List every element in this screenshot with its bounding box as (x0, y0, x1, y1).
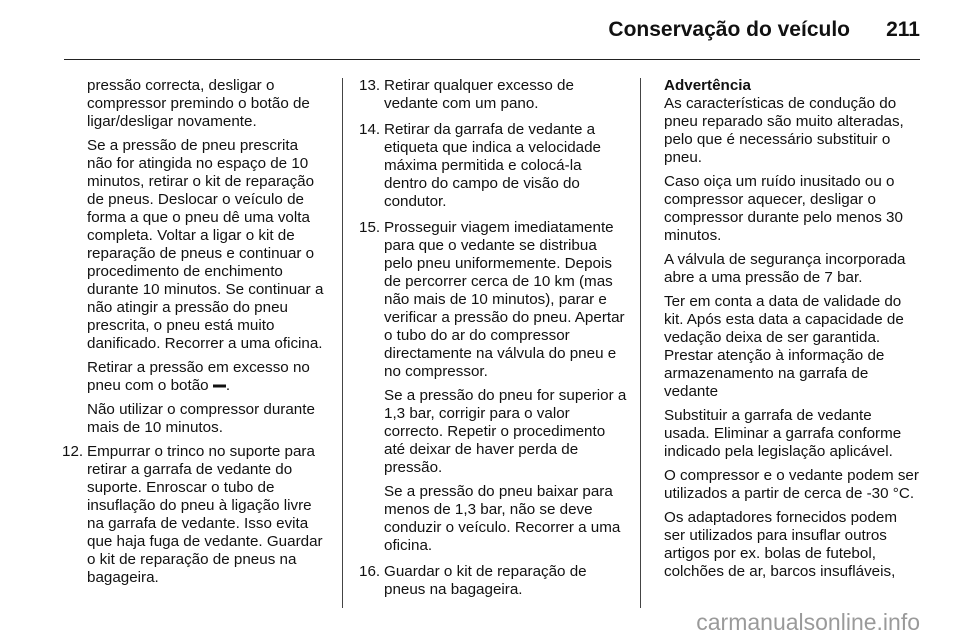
list-item-text: Prosseguir viagem imediatamente para que o vedante se distribua pelo pneu uniformemente. Depois de percorrer cerca de 10 km (mas não mais de 10 minutos), parar e verificar a pressão do pneu. Apertar o tubo do ar do compressor directamente na válvula do pneu e no compressor. (384, 219, 625, 380)
page-number: 211 (886, 18, 920, 41)
column-middle (359, 77, 627, 607)
list-item (359, 563, 627, 599)
paragraph-text: Retirar a pressão em excesso no pneu com o botão (87, 359, 310, 394)
list-item-number: 14. (359, 121, 381, 138)
list-item (359, 121, 627, 211)
list-item-text: Retirar qualquer excesso de vedante com um pano. (384, 77, 574, 112)
paragraph: pressão correcta, desligar o compressor premindo o botão de ligar/desligar novamente. (87, 77, 310, 130)
warning-box (664, 77, 920, 167)
column-divider (342, 78, 343, 608)
warning-text: As características de condução do pneu reparado são muito alteradas, pelo que é necessário substituir o pneu. (664, 95, 904, 166)
watermark: carmanualsonline.info (696, 609, 920, 635)
column-left (62, 77, 327, 595)
paragraph: A válvula de segurança incorporada abre a uma pressão de 7 bar. (664, 251, 906, 286)
list-item-number: 15. (359, 219, 381, 236)
paragraph: Se a pressão de pneu prescrita não for atingida no espaço de 10 minutos, retirar o kit de reparação de pneus. Deslocar o veículo de forma a que o pneu dê uma volta completa. Voltar a ligar o kit de reparação de pneus e continuar o procedimento de enchimento durante 10 minutos. Se continuar a não atingir a pressão do pneu prescrita, o pneu está muito danificado. Recorrer a uma oficina. (87, 137, 324, 352)
list-item-subparagraph: Se a pressão do pneu baixar para menos de 1,3 bar, não se deve conduzir o veículo. Recorrer a uma oficina. (384, 483, 621, 554)
paragraph: Caso oiça um ruído inusitado ou o compressor aquecer, desligar o compressor durante pelo menos 30 minutos. (664, 173, 903, 244)
warning-title: Advertência (664, 77, 751, 94)
list-item-number: 13. (359, 77, 381, 94)
list-item-number: 12. (62, 443, 84, 460)
column-divider (640, 78, 641, 608)
paragraph: Substituir a garrafa de vedante usada. Eliminar a garrafa conforme indicado pela legislação aplicável. (664, 407, 902, 460)
list-item-text: Empurrar o trinco no suporte para retirar a garrafa de vedante do suporte. Enroscar o tubo de insuflação do pneu à ligação livre na garrafa de vedante. Isso evita que haja fuga de vedante. Guardar o kit de reparação de pneus na bagageira. (87, 443, 323, 586)
paragraph: Ter em conta a data de validade do kit. Após esta data a capacidade de vedação deixa de ser garantida. Prestar atenção à informação de armazenamento na garrafa de vedante (664, 293, 904, 400)
list-item-text: Retirar da garrafa de vedante a etiqueta que indica a velocidade máxima permitida e colocá-la dentro do campo de visão do condutor. (384, 121, 602, 210)
list-item-number: 16. (359, 563, 381, 580)
column-right (664, 77, 920, 587)
paragraph: Os adaptadores fornecidos podem ser utilizados para insuflar outros artigos por ex. bolas de futebol, colchões de ar, barcos insufláveis, (664, 509, 898, 580)
header-rule (64, 59, 920, 60)
list-item-subparagraph: Se a pressão do pneu for superior a 1,3 bar, corrigir para o valor correcto. Repetir o procedimento até deixar de haver perda de pressão. (384, 387, 627, 476)
list-item-text: Guardar o kit de reparação de pneus na bagageira. (384, 563, 587, 598)
list-item (62, 443, 327, 587)
page-title: Conservação do veículo (608, 18, 850, 41)
list-item (359, 77, 627, 113)
paragraph: Não utilizar o compressor durante mais de 10 minutos. (87, 401, 315, 436)
paragraph: Retirar a pressão em excesso no pneu com o botão . (87, 359, 310, 394)
list-item (359, 219, 627, 555)
minus-icon (213, 377, 226, 394)
paragraph: O compressor e o vedante podem ser utilizados a partir de cerca de -30 °C. (664, 467, 919, 502)
